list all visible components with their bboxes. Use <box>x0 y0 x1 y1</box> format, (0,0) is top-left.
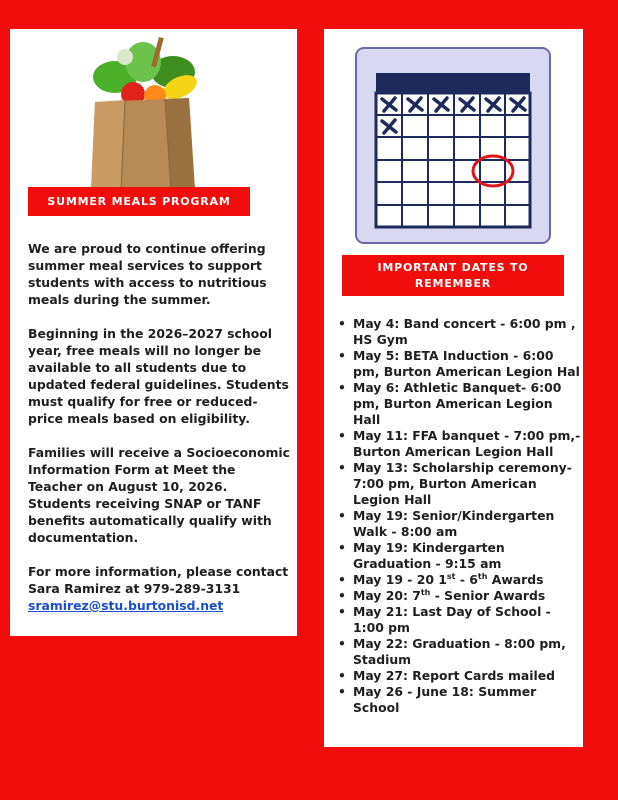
date-item-scholarship-ceremony: • May 13: Scholarship ceremony- 7:00 pm, Burton American Legion Hall <box>336 460 581 508</box>
calendar-icon <box>355 47 551 244</box>
date-item-senior-kinder-walk: • May 19: Senior/Kindergarten Walk - 8:00 am <box>336 508 581 540</box>
date-item-band-concert: • May 4: Band concert - 6:00 pm , HS Gym <box>336 316 581 348</box>
contact-text: For more information, please contact Sara Ramirez at 979-289-3131 <box>28 564 289 596</box>
senior-awards-prefix: May 20: 7 <box>353 588 421 603</box>
awards-1-6-suffix: Awards <box>487 572 544 587</box>
date-item-senior-awards <box>336 588 581 604</box>
summer-meals-banner: SUMMER MEALS PROGRAM <box>28 187 250 216</box>
important-dates-banner: IMPORTANT DATES TO REMEMBER <box>342 255 564 296</box>
meals-eligibility-paragraph: Beginning in the 2026–2027 school year, free meals will no longer be available to all students due to updated federal guidelines. Students must qualify for free or reduced-price meals based on eligibility. <box>28 326 289 426</box>
date-item-awards-1-6 <box>336 572 581 588</box>
grocery-bag-icon <box>85 32 205 190</box>
awards-1-6-mid: - 6 <box>455 572 478 587</box>
meals-contact-paragraph <box>28 563 290 614</box>
meals-intro-paragraph: We are proud to continue offering summer meal services to support students with access to nutritious meals during the summer. <box>28 241 267 307</box>
date-item-graduation: • May 22: Graduation - 8:00 pm, Stadium <box>336 636 581 668</box>
important-dates-panel <box>324 29 583 747</box>
contact-email-link[interactable]: sramirez@stu.burtonisd.net <box>28 598 224 613</box>
date-item-kinder-graduation: • May 19: Kindergarten Graduation - 9:15 am <box>336 540 581 572</box>
senior-awards-sup-th: th <box>420 587 431 597</box>
meals-form-paragraph: Families will receive a Socioeconomic Information Form at Meet the Teacher on August 10, 2026. Students receiving SNAP or TANF benefits automatically qualify with documentation. <box>28 445 290 545</box>
date-item-report-cards: • May 27: Report Cards mailed <box>336 668 581 684</box>
date-item-ffa-banquet: • May 11: FFA banquet - 7:00 pm,- Burton American Legion Hall <box>336 428 581 460</box>
date-item-last-day: • May 21: Last Day of School - 1:00 pm <box>336 604 581 636</box>
summer-meals-description <box>28 240 290 631</box>
important-dates-list <box>336 316 581 716</box>
awards-1-6-prefix: May 19 - 20 1 <box>353 572 447 587</box>
awards-1-6-sup-th: th <box>477 571 488 581</box>
senior-awards-suffix: - Senior Awards <box>430 588 546 603</box>
summer-meals-panel <box>10 29 297 636</box>
date-item-summer-school: • May 26 - June 18: Summer School <box>336 684 581 716</box>
date-item-athletic-banquet: • May 6: Athletic Banquet- 6:00 pm, Burton American Legion Hall <box>336 380 581 428</box>
date-item-beta-induction: • May 5: BETA Induction - 6:00 pm, Burton American Legion Hal <box>336 348 581 380</box>
awards-1-6-sup-st: st <box>446 571 456 581</box>
